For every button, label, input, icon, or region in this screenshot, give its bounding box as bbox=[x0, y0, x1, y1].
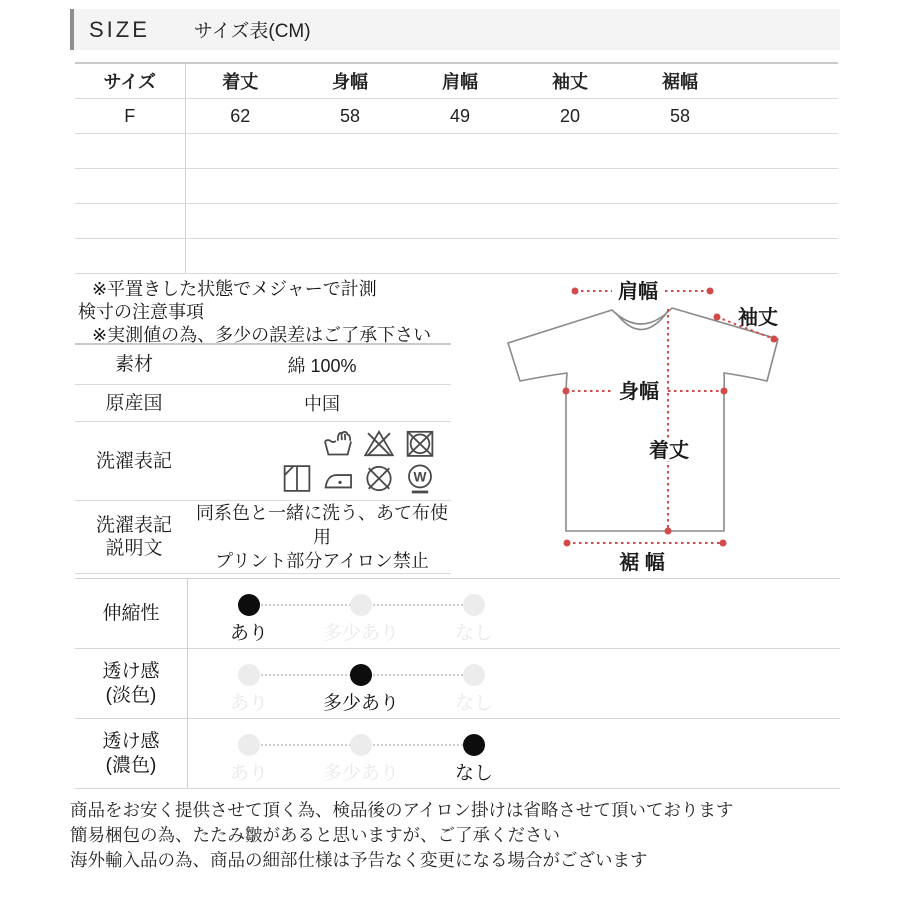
col-hem: 裾幅 bbox=[625, 63, 735, 99]
cell-sleeve: 20 bbox=[515, 99, 625, 134]
product-note-line: 商品をお安く提供させて頂く為、検品後のアイロン掛けは省略させて頂いております bbox=[70, 800, 734, 820]
header-size-chart-title: サイズ表(CM) bbox=[193, 21, 311, 42]
care-symbols bbox=[193, 427, 451, 495]
origin-value: 中国 bbox=[193, 385, 451, 422]
care-desc-label: 洗濯表記 bbox=[95, 515, 172, 536]
origin-row bbox=[75, 385, 451, 422]
col-shoulder: 肩幅 bbox=[405, 63, 515, 99]
shoulder-width-label: 肩幅 bbox=[618, 281, 658, 303]
wet-clean-icon bbox=[401, 462, 439, 495]
svg-text:W: W bbox=[413, 469, 427, 485]
size-table bbox=[75, 62, 838, 274]
header-size-label: SIZE bbox=[89, 16, 150, 42]
cell-shoulder: 49 bbox=[405, 99, 515, 134]
option-dot-ari bbox=[238, 734, 260, 756]
tshirt-measurement-diagram bbox=[495, 273, 840, 578]
care-desc-text: 同系色と一緒に洗う、あて布使用 bbox=[196, 503, 448, 547]
size-section-header bbox=[70, 9, 840, 50]
product-note-line: 簡易梱包の為、たたみ皺があると思いますが、ご了承ください bbox=[70, 825, 560, 845]
product-note-line: 海外輸入品の為、商品の細部仕様は予告なく変更になる場合がございます bbox=[70, 850, 648, 870]
care-symbols-row bbox=[75, 422, 451, 501]
hand-wash-icon bbox=[319, 427, 357, 460]
spec-table bbox=[75, 343, 451, 574]
sheerness-dark-row bbox=[75, 719, 840, 789]
empty-row bbox=[75, 204, 838, 239]
size-table-header-row bbox=[75, 63, 838, 99]
material-label: 素材 bbox=[75, 344, 193, 385]
option-label-nashi: なし bbox=[454, 763, 493, 784]
option-label-nashi: なし bbox=[454, 623, 493, 644]
header-accent-bar bbox=[70, 9, 74, 50]
note-line: ※平置きした状態でメジャーで計測 bbox=[92, 279, 377, 299]
measuring-notes bbox=[78, 278, 431, 347]
feature-table bbox=[75, 578, 840, 789]
option-dot-nashi bbox=[463, 734, 485, 756]
origin-label: 原産国 bbox=[75, 385, 193, 422]
cell-hem: 58 bbox=[625, 99, 735, 134]
empty-row bbox=[75, 134, 838, 169]
material-row bbox=[75, 344, 451, 385]
sleeve-length-label: 袖丈 bbox=[738, 307, 778, 329]
care-description-row bbox=[75, 501, 451, 574]
option-label-ari: あり bbox=[229, 693, 268, 714]
note-line: ※実測値の為、多少の誤差はご了承下さい bbox=[92, 325, 432, 345]
note-line: 検寸の注意事項 bbox=[78, 302, 204, 322]
option-dot-nashi bbox=[463, 594, 485, 616]
cell-length: 62 bbox=[185, 99, 295, 134]
care-label: 洗濯表記 bbox=[75, 422, 193, 501]
col-size: サイズ bbox=[75, 63, 185, 99]
feature-label-sub: (濃色) bbox=[105, 754, 157, 776]
col-length: 着丈 bbox=[185, 63, 295, 99]
material-value: 綿 100% bbox=[193, 344, 451, 385]
option-dot-tashou-ari bbox=[350, 734, 372, 756]
feature-label: 伸縮性 bbox=[102, 602, 160, 624]
hem-width-label: 裾 幅 bbox=[619, 552, 665, 574]
option-label-ari: あり bbox=[229, 623, 268, 644]
feature-label-sub: (淡色) bbox=[105, 684, 157, 706]
body-width-label: 身幅 bbox=[619, 381, 659, 403]
care-desc-label: 説明文 bbox=[105, 538, 163, 559]
option-label-tashou-ari: 多少あり bbox=[322, 623, 399, 644]
option-dot-tashou-ari bbox=[350, 664, 372, 686]
line-dry-in-shade-icon bbox=[278, 462, 316, 495]
length-label: 着丈 bbox=[649, 440, 689, 462]
option-dot-tashou-ari bbox=[350, 594, 372, 616]
empty-row bbox=[75, 239, 838, 274]
size-table-row-f bbox=[75, 99, 838, 134]
stretch-row bbox=[75, 579, 840, 649]
do-not-dry-clean-icon bbox=[360, 462, 398, 495]
feature-label: 透け感 bbox=[102, 660, 160, 682]
option-label-nashi: なし bbox=[454, 693, 493, 714]
col-body-width: 身幅 bbox=[295, 63, 405, 99]
tshirt-outline bbox=[508, 308, 778, 531]
cell-body-width: 58 bbox=[295, 99, 405, 134]
do-not-bleach-icon bbox=[360, 427, 398, 460]
col-sleeve: 袖丈 bbox=[515, 63, 625, 99]
empty-row bbox=[75, 169, 838, 204]
option-label-tashou-ari: 多少あり bbox=[322, 693, 399, 714]
option-label-ari: あり bbox=[229, 763, 268, 784]
option-dot-nashi bbox=[463, 664, 485, 686]
sheerness-light-row bbox=[75, 649, 840, 719]
cell-size: F bbox=[75, 99, 185, 134]
option-dot-ari bbox=[238, 594, 260, 616]
feature-label: 透け感 bbox=[102, 730, 160, 752]
product-notes bbox=[70, 798, 733, 873]
option-dot-ari bbox=[238, 664, 260, 686]
iron-low-heat-icon bbox=[319, 462, 357, 495]
do-not-tumble-dry-icon bbox=[401, 427, 439, 460]
option-label-tashou-ari: 多少あり bbox=[322, 763, 399, 784]
care-desc-text: プリント部分アイロン禁止 bbox=[215, 551, 429, 571]
